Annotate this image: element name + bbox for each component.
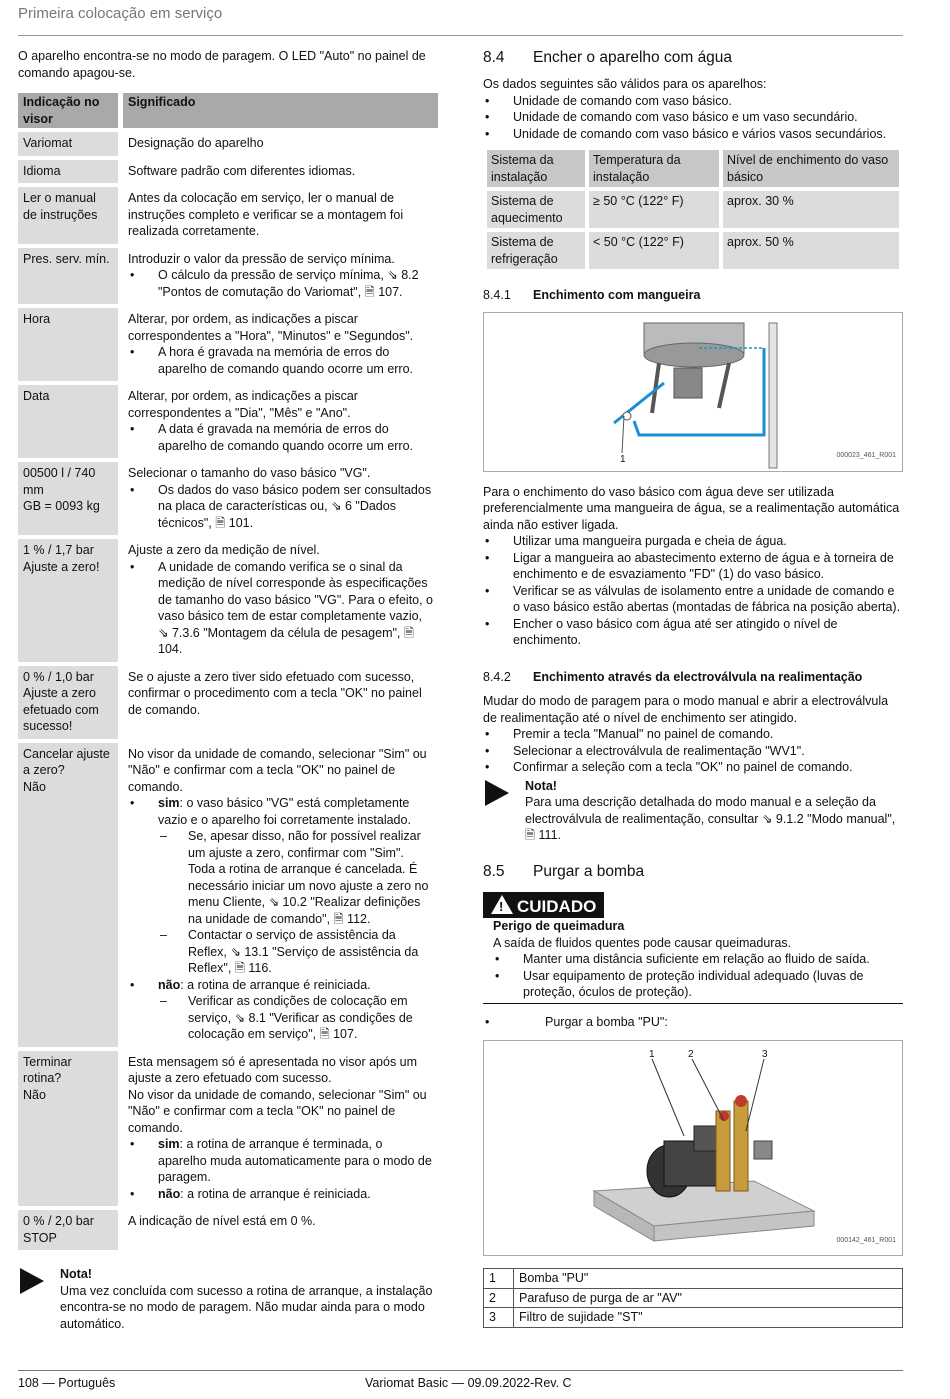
bold-keyword: não xyxy=(158,977,181,992)
display-line: Não xyxy=(23,779,46,794)
display-cell: Idioma xyxy=(18,160,118,184)
display-cell xyxy=(18,1051,118,1207)
bullet-item: • Utilizar uma mangueira purgada e cheia de água. xyxy=(483,533,903,550)
bold-keyword: sim xyxy=(158,1137,180,1151)
bullet-item: • Confirmar a seleção com a tecla "OK" no painel de comando. xyxy=(483,759,903,776)
table-row xyxy=(18,462,438,535)
figure-callout-label: 2 xyxy=(688,1049,694,1060)
bullet-item: • Unidade de comando com vaso básico e vários vasos secundários. xyxy=(483,126,903,143)
bullet-text: : o vaso básico "VG" está completamente vazio e o aparelho foi corretamente instalado. xyxy=(158,796,411,827)
header-cell: Temperatura da instalação xyxy=(589,150,719,187)
display-line: 0 % / 1,0 bar xyxy=(23,669,94,684)
note-text: Para uma descrição detalhada do modo manual e a seleção da electroválvula de realimentação, consultar ⇘ 9.1.2 "Modo manual", 🗎 111. xyxy=(525,795,896,842)
note-arrow-icon xyxy=(20,1268,44,1294)
bullet-item xyxy=(128,977,433,994)
meaning-cell xyxy=(123,743,438,1047)
bullet-item: • A data é gravada na memória de erros do aparelho de comando quando ocorre um erro. xyxy=(128,421,433,454)
header-col-meaning: Significado xyxy=(123,93,438,128)
footer-document-title: Variomat Basic — 09.09.2022-Rev. C xyxy=(365,1376,572,1390)
caution-text: CUIDADO xyxy=(517,896,597,916)
section-heading xyxy=(483,48,903,68)
table-row xyxy=(487,232,899,269)
table-row xyxy=(18,132,438,156)
table-row xyxy=(18,1051,438,1207)
meaning-cell: Antes da colocação em serviço, ler o manual de instruções completo e verificar se a montagem foi realizada corretamente. xyxy=(123,187,438,244)
figure-callout-label: 1 xyxy=(649,1049,655,1060)
table-cell: aprox. 50 % xyxy=(723,232,899,269)
section-title: Purgar a bomba xyxy=(533,862,645,880)
meaning-cell xyxy=(123,248,438,305)
paragraph: Para o enchimento do vaso básico com água deve ser utilizada preferencialmente uma mangueira de água, se a realimentação automática ainda não estiver ligada. xyxy=(483,484,900,532)
figure-code: 000142_461_R001 xyxy=(836,1236,896,1244)
table-row xyxy=(484,1269,903,1289)
meaning-cell xyxy=(123,385,438,458)
bullet-item xyxy=(128,1136,433,1186)
bullet-item: • Unidade de comando com vaso básico e um vaso secundário. xyxy=(483,109,903,126)
meaning-text: No visor da unidade de comando, selecionar "Sim" ou "Não" e confirmar com a tecla "OK" no painel de comando. xyxy=(128,746,427,794)
table-cell: aprox. 30 % xyxy=(723,191,899,228)
bullet-item xyxy=(128,795,433,828)
legend-number: 1 xyxy=(484,1269,514,1289)
subsection-title: Enchimento com mangueira xyxy=(533,288,701,302)
subsection-title: Enchimento através da electroválvula na realimentação xyxy=(533,669,863,684)
meaning-cell: A indicação de nível está em 0 %. xyxy=(123,1210,438,1250)
display-line: Cancelar ajuste a zero? xyxy=(23,746,110,777)
hazard-title: Perigo de queimadura xyxy=(493,919,625,933)
table-row xyxy=(18,666,438,739)
hazard-block xyxy=(483,918,903,1001)
table-row xyxy=(484,1288,903,1308)
display-cell: Hora xyxy=(18,308,118,381)
bullet-item xyxy=(128,1186,433,1203)
subsection-heading xyxy=(483,669,903,686)
warning-triangle-icon: ! xyxy=(491,895,513,914)
bullet-text: : a rotina de arranque é reiniciada. xyxy=(180,977,371,992)
table-row xyxy=(18,160,438,184)
display-line: 0 % / 2,0 bar xyxy=(23,1214,94,1228)
header-cell: Sistema da instalação xyxy=(487,150,585,187)
display-cell: Data xyxy=(18,385,118,458)
meaning-cell: Se o ajuste a zero tiver sido efetuado com sucesso, confirmar o procedimento com a tecla "OK" no painel de comando. xyxy=(123,666,438,739)
display-line: STOP xyxy=(23,1230,57,1245)
display-cell xyxy=(18,539,118,662)
display-table xyxy=(18,89,438,1254)
meaning-cell: Software padrão com diferentes idiomas. xyxy=(123,160,438,184)
bullet-item: • Premir a tecla "Manual" no painel de comando. xyxy=(483,726,903,743)
legend-text: Bomba "PU" xyxy=(514,1269,903,1289)
table-row xyxy=(487,191,899,228)
caution-rule xyxy=(483,1003,903,1004)
table-cell: < 50 °C (122° F) xyxy=(589,232,719,269)
footer-page-number: 108 — Português xyxy=(18,1376,116,1390)
bullet-item: • Manter uma distância suficiente em relação ao fluido de saída. xyxy=(493,951,903,968)
table-cell: ≥ 50 °C (122° F) xyxy=(589,191,719,228)
display-cell: Ler o manual de instruções xyxy=(18,187,118,244)
display-cell xyxy=(18,743,118,1047)
meaning-cell xyxy=(123,308,438,381)
dash-item: – Contactar o serviço de assistência da Reflex, ⇘ 13.1 "Serviço de assistência da Reflex", 🗎 116. xyxy=(128,927,433,977)
hazard-text: A saída de fluidos quentes pode causar queimaduras. xyxy=(493,935,792,950)
figure-code: 000023_461_R001 xyxy=(836,452,896,459)
table-row xyxy=(18,743,438,1047)
note-arrow-icon xyxy=(485,780,509,806)
meaning-text: Introduzir o valor da pressão de serviço mínima. xyxy=(128,251,395,266)
table-row xyxy=(18,1210,438,1250)
bullet-item: • Encher o vaso básico com água até ser atingido o nível de enchimento. xyxy=(483,616,903,649)
meaning-cell xyxy=(123,1051,438,1207)
table-row xyxy=(18,539,438,662)
meaning-text: Alterar, por ordem, as indicações a piscar correspondentes a "Hora", "Minutos" e "Segundos". xyxy=(128,312,414,343)
display-cell xyxy=(18,462,118,535)
header-rule xyxy=(18,35,903,36)
header-col-display: Indicação no visor xyxy=(18,93,118,128)
note-title: Nota! xyxy=(525,778,557,793)
display-line: 00500 l / 740 mm xyxy=(23,466,96,497)
subsection-number: 8.4.1 xyxy=(483,288,511,302)
bold-keyword: não xyxy=(158,1186,181,1201)
section-title: Encher o aparelho com água xyxy=(533,49,733,66)
display-line: Ajuste a zero efetuado com sucesso! xyxy=(23,686,99,733)
note-text: Uma vez concluída com sucesso a rotina de arranque, a instalação encontra-se no modo de paragem. Não mudar ainda para o modo automático. xyxy=(60,1283,433,1331)
subsection-heading xyxy=(483,287,903,304)
display-line: GB = 0093 kg xyxy=(23,499,100,513)
display-line: Terminar rotina? xyxy=(23,1054,72,1085)
note-box xyxy=(483,778,903,844)
bullet-text: : a rotina de arranque é reiniciada. xyxy=(180,1186,371,1201)
display-cell xyxy=(18,666,118,739)
left-column xyxy=(18,48,438,1332)
table-cell: Sistema de refrigeração xyxy=(487,232,585,269)
footer-rule xyxy=(18,1370,903,1371)
legend-table xyxy=(483,1268,903,1328)
pump-figure xyxy=(483,1040,903,1256)
section-number: 8.4 xyxy=(483,49,505,66)
display-line: 1 % / 1,7 bar xyxy=(23,543,94,557)
step-item: • Purgar a bomba "PU": xyxy=(483,1014,903,1031)
legend-text: Parafuso de purga de ar "AV" xyxy=(514,1288,903,1308)
display-cell xyxy=(18,1210,118,1250)
display-cell: Variomat xyxy=(18,132,118,156)
figure-callout-label: 1 xyxy=(620,453,626,465)
paragraph: Mudar do modo de paragem para o modo manual e abrir a electroválvula de realimentação até o nível de enchimento ser atingido. xyxy=(483,694,889,725)
meaning-text: Selecionar o tamanho do vaso básico "VG". xyxy=(128,466,371,480)
table-row xyxy=(18,187,438,244)
note-title: Nota! xyxy=(60,1267,92,1281)
table-header-row xyxy=(487,150,899,187)
meaning-cell: Designação do aparelho xyxy=(123,132,438,156)
figure-callout-label: 3 xyxy=(762,1049,768,1060)
bullet-item: • Selecionar a electroválvula de realimentação "WV1". xyxy=(483,743,903,760)
legend-text: Filtro de sujidade "ST" xyxy=(514,1308,903,1328)
meaning-cell xyxy=(123,539,438,662)
meaning-cell xyxy=(123,462,438,535)
hose-diagram-illustration xyxy=(484,313,902,471)
hose-filling-figure xyxy=(483,312,903,472)
table-row xyxy=(484,1308,903,1328)
table-row xyxy=(18,385,438,458)
table-cell: Sistema de aquecimento xyxy=(487,191,585,228)
fill-level-table xyxy=(483,146,903,273)
meaning-text: Ajuste a zero da medição de nível. xyxy=(128,543,320,557)
subsection-number: 8.4.2 xyxy=(483,669,511,684)
pump-illustration xyxy=(484,1041,902,1255)
display-line: Ajuste a zero! xyxy=(23,559,100,574)
header-cell: Nível de enchimento do vaso básico xyxy=(723,150,899,187)
bullet-item: • Verificar se as válvulas de isolamento entre a unidade de comando e o vaso básico estão abertas (montadas de fábrica na posição aberta). xyxy=(483,583,903,616)
caution-label xyxy=(483,892,604,919)
intro-text: O aparelho encontra-se no modo de paragem. O LED "Auto" no painel de comando apagou-se. xyxy=(18,49,426,80)
legend-number: 2 xyxy=(484,1288,514,1308)
bullet-item: • A unidade de comando verifica se o sinal da medição de nível corresponde às especificações de tamanho do vaso básico "VG". Para o efeito, o vaso básico tem de estar completamente vazio, ⇘ 7.3.6 "Montagem da célula de pesagem", 🗎 104. xyxy=(128,559,433,658)
paragraph: Os dados seguintes são válidos para os aparelhos: xyxy=(483,77,767,91)
dash-item: – Verificar as condições de colocação em serviço, ⇘ 8.1 "Verificar as condições de colocação em serviço", 🗎 107. xyxy=(128,993,433,1043)
meaning-text: No visor da unidade de comando, selecionar "Sim" ou "Não" e confirmar com a tecla "OK" no painel de comando. xyxy=(128,1087,427,1135)
bullet-item: • Unidade de comando com vaso básico. xyxy=(483,93,903,110)
table-row xyxy=(18,248,438,305)
right-column xyxy=(483,48,903,1328)
section-number: 8.5 xyxy=(483,862,505,880)
bullet-item: • Usar equipamento de proteção individual adequado (luvas de proteção, óculos de proteção). xyxy=(493,968,903,1001)
bullet-item: • Ligar a mangueira ao abastecimento externo de água e à torneira de enchimento e de esvaziamento "FD" (1) do vaso básico. xyxy=(483,550,903,583)
meaning-text: Alterar, por ordem, as indicações a piscar correspondentes a "Dia", "Mês" e "Ano". xyxy=(128,389,358,420)
display-cell: Pres. serv. mín. xyxy=(18,248,118,305)
note-box xyxy=(18,1266,438,1332)
running-title: Primeira colocação em serviço xyxy=(18,5,223,22)
display-line: Não xyxy=(23,1087,46,1102)
bullet-item: • Os dados do vaso básico podem ser consultados na placa de características ou, ⇘ 6 "Dados técnicos", 🗎 101. xyxy=(128,482,433,532)
meaning-text: Esta mensagem só é apresentada no visor após um ajuste a zero efetuado com sucesso. xyxy=(128,1054,418,1085)
bold-keyword: sim xyxy=(158,796,180,810)
section-heading xyxy=(483,862,903,882)
table-row xyxy=(18,308,438,381)
legend-number: 3 xyxy=(484,1308,514,1328)
bullet-item: • O cálculo da pressão de serviço mínima, ⇘ 8.2 "Pontos de comutação do Variomat", 🗎 107. xyxy=(128,267,433,300)
dash-item: – Se, apesar disso, não for possível realizar um ajuste a zero, confirmar com "Sim". Toda a rotina de arranque é cancelada. É necessário iniciar um novo ajuste a zero no menu Cliente, ⇘ 10.2 "Realizar definições na unidade de comando", 🗎 112. xyxy=(128,828,433,927)
bullet-text: : a rotina de arranque é terminada, o aparelho muda automaticamente para o modo de paragem. xyxy=(158,1137,432,1184)
bullet-item: • A hora é gravada na memória de erros do aparelho de comando quando ocorre um erro. xyxy=(128,344,433,377)
